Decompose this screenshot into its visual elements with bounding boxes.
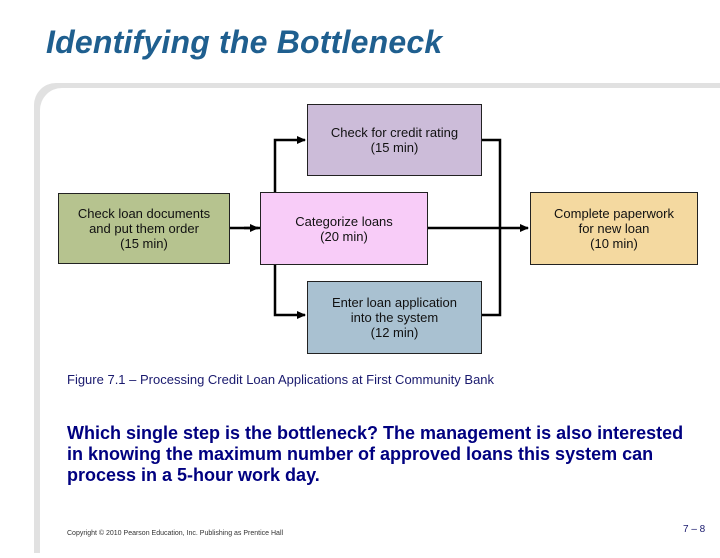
- arrow-enter-to-paperwork: [482, 228, 500, 315]
- check-documents-box: Check loan documents and put them order (15 min): [58, 193, 230, 264]
- slide-title: Identifying the Bottleneck: [46, 24, 443, 60]
- page-number: 7 – 8: [683, 524, 706, 535]
- copyright-notice: Copyright © 2010 Pearson Education, Inc. Publishing as Prentice Hall: [67, 530, 284, 537]
- question-text: Which single step is the bottleneck? The management is also interested in knowing the maximum number of approved loans this system can process in a 5-hour work day.: [67, 423, 684, 485]
- enter-application-box: Enter loan application into the system (12 min): [307, 281, 482, 354]
- complete-paperwork-box: Complete paperwork for new loan (10 min): [530, 192, 698, 265]
- check-credit-box: Check for credit rating (15 min): [307, 104, 482, 176]
- figure-caption: Figure 7.1 – Processing Credit Loan Applications at First Community Bank: [67, 372, 495, 387]
- arrow-credit-to-paperwork: [482, 140, 500, 228]
- categorize-box: Categorize loans (20 min): [260, 192, 428, 265]
